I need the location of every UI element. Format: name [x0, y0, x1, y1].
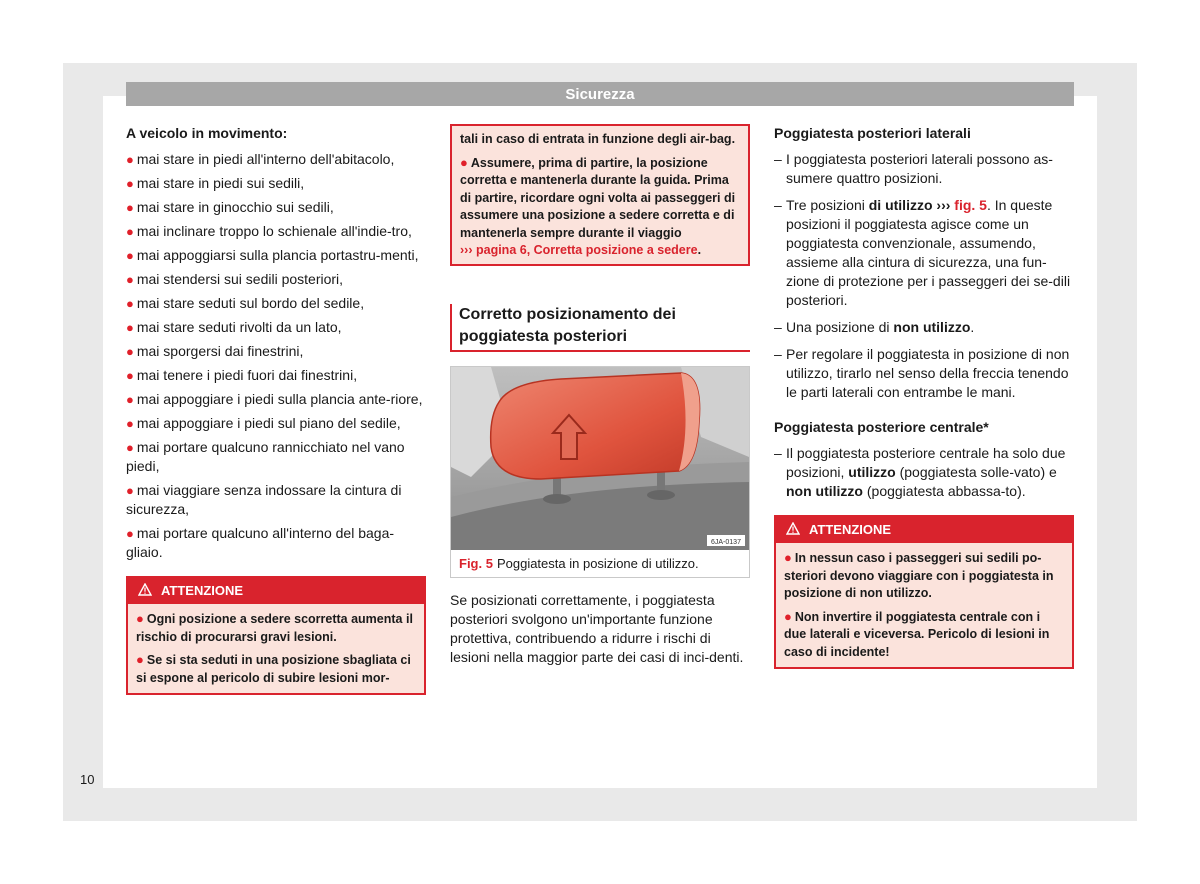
list-item: – Il poggiatesta posteriore centrale ha solo due posizioni, utilizzo (poggiatesta solle-vato) e non utilizzo (poggiatesta abbassa-to).: [774, 445, 1066, 499]
bullet-icon: ●: [126, 272, 134, 287]
warning-label: ATTENZIONE: [809, 522, 892, 537]
section-title-wrap: [450, 304, 750, 352]
bullet-icon: ●: [136, 652, 144, 667]
section-subheading: A veicolo in movimento:: [126, 125, 288, 141]
list-item: ● mai stendersi sui sedili posteriori,: [126, 271, 344, 287]
list-item: ● mai inclinare troppo lo schienale all'indie-tro,: [126, 223, 412, 239]
bullet-icon: ●: [126, 344, 134, 359]
body-paragraph: Se posizionati correttamente, i poggiatesta posteriori svolgono un'importante funzione protettiva, contribuendo a ridurre i rischi di lesioni nella maggior parte dei casi di inci-denti.: [450, 591, 744, 665]
warning-box-continued: [450, 124, 750, 266]
page-number: 10: [80, 772, 95, 787]
warning-box: [126, 576, 426, 695]
warning-body: [452, 126, 748, 264]
dash-list: [774, 444, 1074, 501]
section-title: Corretto posizionamento dei poggiatesta posteriori: [450, 304, 750, 352]
list-item: – Una posizione di non utilizzo.: [774, 319, 975, 335]
bullet-icon: ●: [126, 440, 134, 455]
column-left: [126, 124, 426, 695]
list-item: – Per regolare il poggiatesta in posizione di non utilizzo, tirarlo nel senso della freccia tenendo le parti laterali con entrambe le mani.: [774, 346, 1070, 400]
column-middle: [450, 124, 750, 667]
section-subheading: Poggiatesta posteriore centrale*: [774, 419, 989, 435]
bullet-icon: ●: [126, 483, 134, 498]
figure-caption-text: Poggiatesta in posizione di utilizzo.: [496, 555, 699, 571]
bullet-icon: ●: [126, 224, 134, 239]
bullet-list: [126, 150, 426, 562]
warning-item: ● Non invertire il poggiatesta centrale con i due laterali e viceversa. Pericolo di lesioni in caso di incidente!: [784, 608, 1050, 659]
warning-body: [128, 604, 424, 693]
bullet-icon: ●: [460, 154, 468, 170]
warning-header: [776, 517, 1072, 543]
list-item: – I poggiatesta posteriori laterali possono as-sumere quattro posizioni.: [774, 151, 1053, 186]
list-item: ● mai viaggiare senza indossare la cintura di sicurezza,: [126, 482, 402, 517]
bullet-icon: ●: [126, 248, 134, 263]
figure-reference-link[interactable]: fig. 5: [954, 197, 987, 213]
list-item: ● mai appoggiare i piedi sul piano del sedile,: [126, 415, 401, 431]
dash-list: [774, 150, 1074, 402]
bullet-icon: ●: [126, 392, 134, 407]
bullet-icon: ●: [126, 296, 134, 311]
warning-item: ● Ogni posizione a sedere scorretta aumenta il rischio di procurarsi gravi lesioni.: [136, 611, 413, 644]
list-item: ● mai tenere i piedi fuori dai finestrini,: [126, 367, 358, 383]
warning-body: [776, 543, 1072, 667]
list-item: – Tre posizioni di utilizzo ››› fig. 5. In queste posizioni il poggiatesta agisce come un poggiatesta convenzionale, assumendo, assieme alla cintura di sicurezza, una fun-zione di protezione per i passeggeri dei se-dili posteriori.: [774, 197, 1071, 308]
bullet-icon: ●: [784, 550, 792, 565]
warning-triangle-icon: [786, 522, 800, 535]
warning-item: ● Se si sta seduti in una posizione sbagliata ci si espone al pericolo di subire lesioni mor-: [136, 652, 411, 685]
figure: [450, 366, 750, 578]
figure-code: 6JA-0137: [711, 538, 741, 546]
bullet-icon: ●: [126, 368, 134, 383]
section-subheading: Poggiatesta posteriori laterali: [774, 125, 971, 141]
headrest-illustration: [451, 367, 749, 550]
figure-caption: [451, 550, 749, 577]
list-item: ● mai stare in ginocchio sui sedili,: [126, 199, 334, 215]
warning-item: tali in caso di entrata in funzione degli air-bag.: [460, 132, 736, 146]
page-reference-link[interactable]: ››› pagina 6, Corretta posizione a sedere: [460, 243, 698, 257]
warning-item: ● Assumere, prima di partire, la posizione corretta e mantenerla durante la guida. Prima di partire, ricordare ogni volta ai passeggeri di assumere una posizione a sedere corretta e di mantenerla sempre durante il viaggio ››› pagina 6, Corretta posizione a sedere.: [460, 154, 736, 257]
warning-item: ● In nessun caso i passeggeri sui sedili po-steriori devono viaggiare con i poggiatesta in posizione di non utilizzo.: [784, 550, 1054, 600]
list-item: ● mai stare seduti sul bordo del sedile,: [126, 295, 365, 311]
warning-box: [774, 515, 1074, 669]
bullet-icon: ●: [126, 152, 134, 167]
bullet-icon: ●: [126, 176, 134, 191]
list-item: ● mai stare seduti rivolti da un lato,: [126, 319, 342, 335]
figure-number: Fig. 5: [459, 555, 493, 571]
bullet-icon: ●: [126, 320, 134, 335]
list-item: ● mai portare qualcuno rannicchiato nel vano piedi,: [126, 439, 405, 474]
list-item: ● mai appoggiarsi sulla plancia portastru-menti,: [126, 247, 419, 263]
list-item: ● mai portare qualcuno all'interno del baga-gliaio.: [126, 525, 395, 560]
list-item: ● mai appoggiare i piedi sulla plancia ante-riore,: [126, 391, 423, 407]
list-item: ● mai stare in piedi all'interno dell'abitacolo,: [126, 151, 395, 167]
warning-header: [128, 578, 424, 604]
list-item: ● mai sporgersi dai finestrini,: [126, 343, 304, 359]
warning-label: ATTENZIONE: [161, 583, 244, 598]
bullet-icon: ●: [126, 200, 134, 215]
bullet-icon: ●: [126, 416, 134, 431]
column-right: [774, 124, 1074, 669]
bullet-icon: ●: [784, 608, 792, 624]
bullet-icon: ●: [136, 611, 144, 626]
list-item: ● mai stare in piedi sui sedili,: [126, 175, 305, 191]
warning-triangle-icon: [138, 583, 152, 596]
bullet-icon: ●: [126, 526, 134, 541]
chapter-header: Sicurezza: [126, 82, 1074, 106]
